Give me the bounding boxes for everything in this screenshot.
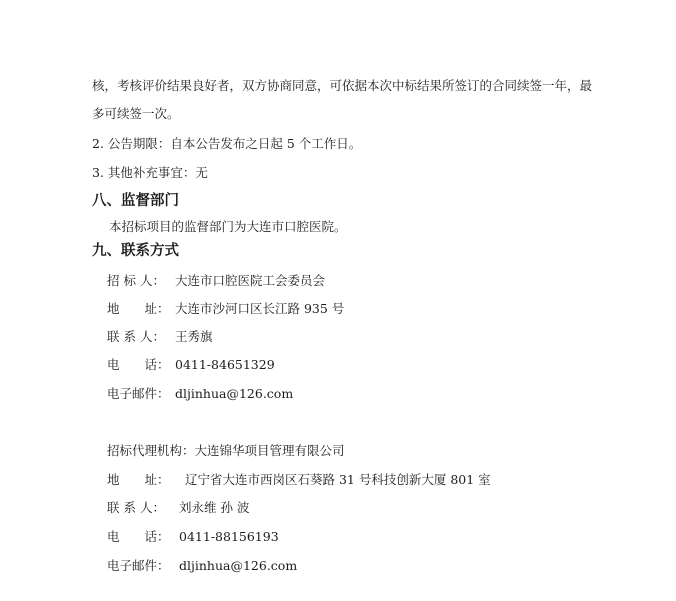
tenderer-address-value: 大连市沙河口区长江路 935 号: [175, 301, 345, 316]
agency-phone-row: [107, 529, 279, 545]
agency-phone-label: 电 话：: [107, 529, 170, 544]
agency-address-label: 地 址：: [107, 472, 170, 487]
agency-email-row: [107, 558, 297, 574]
section-8-body: 本招标项目的监督部门为大连市口腔医院。: [109, 219, 347, 234]
paragraph-line-2: 多可续签一次。: [92, 106, 180, 121]
agency-name-value: 大连锦华项目管理有限公司: [194, 443, 345, 458]
section-8-heading: 八、监督部门: [92, 193, 179, 209]
tenderer-contact-value: 王秀旗: [175, 329, 213, 344]
agency-address-row: [107, 472, 491, 488]
paragraph-line-1: 核，考核评价结果良好者，双方协商同意，可依据本次中标结果所签订的合同续签一年，最: [92, 78, 593, 93]
item-2: 2. 公告期限：自本公告发布之日起 5 个工作日。: [92, 136, 362, 151]
agency-phone-value: 0411-88156193: [179, 529, 279, 544]
tenderer-phone-row: [107, 357, 275, 373]
tenderer-name-row: [107, 273, 325, 289]
item-3: 3. 其他补充事宜：无: [92, 165, 208, 180]
agency-contact-value: 刘永维 孙 波: [179, 500, 250, 515]
tenderer-email-value[interactable]: dljinhua@126.com: [175, 386, 294, 401]
tenderer-phone-label: 电 话：: [107, 357, 170, 372]
agency-contact-row: [107, 500, 249, 516]
agency-name-row: [107, 443, 345, 459]
tenderer-name-label: 招 标 人：: [107, 273, 165, 288]
tenderer-phone-value: 0411-84651329: [175, 357, 275, 372]
agency-email-value[interactable]: dljinhua@126.com: [179, 558, 298, 573]
agency-name-label: 招标代理机构：: [107, 443, 195, 458]
tenderer-email-row: [107, 386, 293, 402]
section-9-heading: 九、联系方式: [92, 243, 179, 259]
tenderer-name-value: 大连市口腔医院工会委员会: [175, 273, 326, 288]
tenderer-address-label: 地 址：: [107, 301, 170, 316]
tenderer-contact-label: 联 系 人：: [107, 329, 165, 344]
tenderer-email-label: 电子邮件：: [107, 386, 170, 401]
agency-contact-label: 联 系 人：: [107, 500, 165, 515]
tenderer-contact-row: [107, 329, 213, 345]
agency-address-value: 辽宁省大连市西岗区石葵路 31 号科技创新大厦 801 室: [185, 472, 491, 487]
tenderer-address-row: [107, 301, 344, 317]
agency-email-label: 电子邮件：: [107, 558, 170, 573]
